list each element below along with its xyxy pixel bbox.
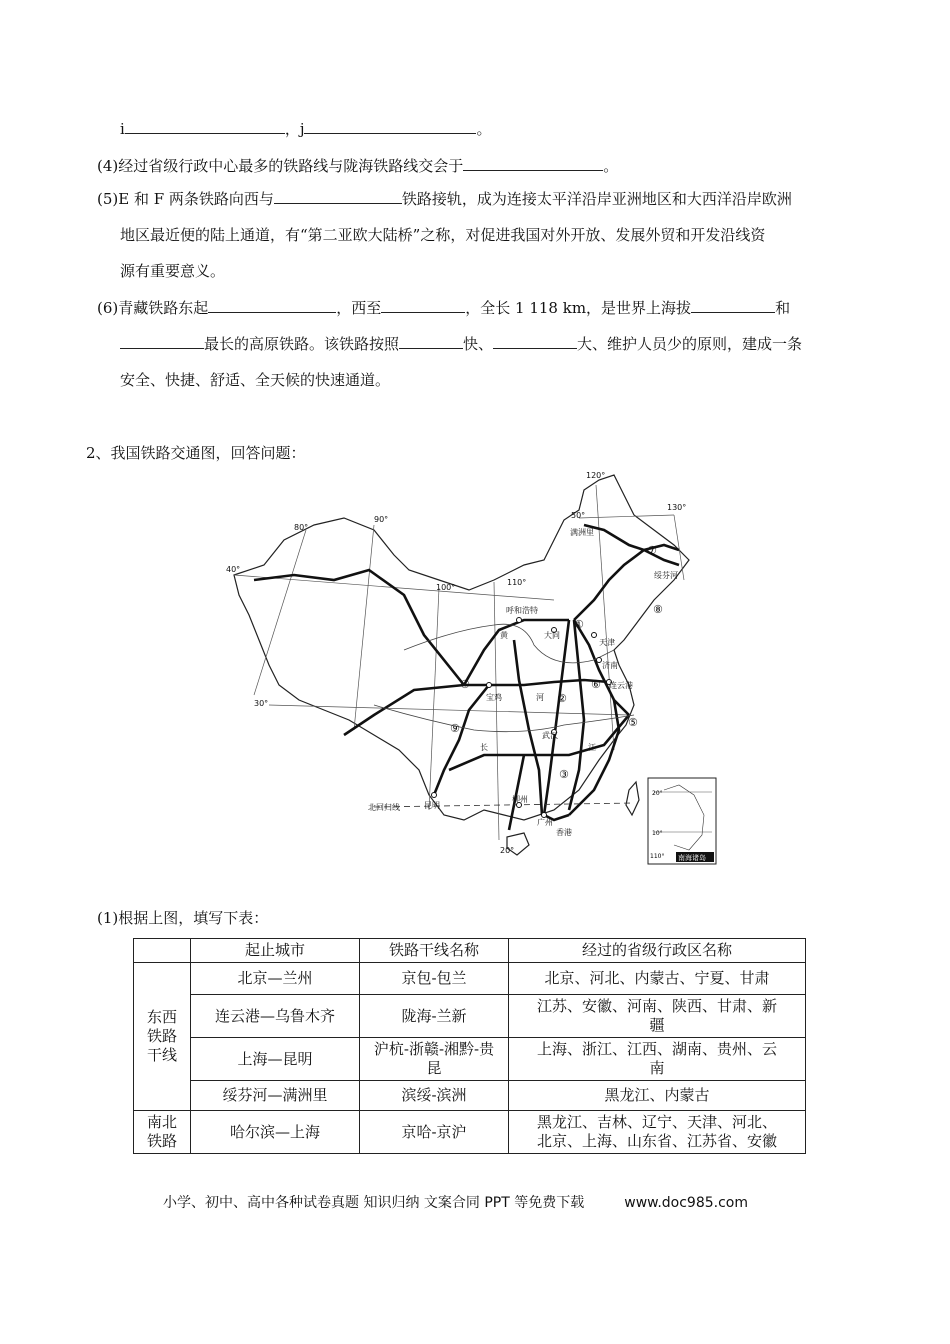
cell-railway: 沪杭-浙赣-湘黔-贵 昆	[360, 1038, 509, 1081]
q6-text-2: ，西至	[336, 299, 382, 317]
label-huhehaote: 呼和浩特	[506, 606, 538, 615]
table-row	[134, 1038, 806, 1081]
marker-6: ⑥	[591, 678, 601, 691]
marker-3: ③	[559, 768, 569, 781]
group-ns: 南北 铁路	[134, 1111, 191, 1154]
q5-text: (5)E 和 F 两条铁路向西与	[97, 190, 274, 208]
marker-2: ②	[557, 692, 567, 705]
cell-provinces: 黑龙江、吉林、辽宁、天津、河北、 北京、上海、山东省、江苏省、安徽	[509, 1111, 806, 1154]
label-chang: 长	[480, 743, 488, 752]
cell-provinces: 上海、浙江、江西、湖南、贵州、云 南	[509, 1038, 806, 1081]
lon-100-line	[429, 588, 439, 810]
i-label: i	[120, 120, 125, 138]
cell-city: 哈尔滨—上海	[191, 1111, 360, 1154]
tropic-line	[374, 803, 634, 807]
q2-title: 2、我国铁路交通图，回答问题：	[86, 444, 306, 462]
label-lon80: 80°	[294, 523, 309, 532]
table-row	[134, 995, 806, 1038]
inset-label-110: 110°	[650, 853, 665, 860]
label-kunming: 昆明	[424, 801, 440, 810]
q6-line3: 安全、快捷、舒适、全天候的快速通道。	[120, 371, 391, 389]
label-tropic: 北回归线	[368, 803, 400, 812]
sub1-title: (1)根据上图，填写下表：	[97, 909, 269, 927]
rail-jingha	[574, 545, 679, 620]
label-liuzhou: 柳州	[512, 795, 528, 804]
cell-provinces: 北京、河北、内蒙古、宁夏、甘肃	[509, 963, 806, 995]
cell-railway: 京哈-京沪	[360, 1111, 509, 1154]
inset-title: 南海诸岛	[678, 854, 706, 862]
cell-city: 上海—昆明	[191, 1038, 360, 1081]
rail-xiangui-nanning	[509, 755, 524, 830]
label-jinan: 济南	[602, 661, 618, 670]
label-lon110: 110°	[507, 578, 527, 587]
q6-text-1: (6)青藏铁路东起	[97, 299, 209, 317]
label-huang: 黄	[500, 631, 508, 640]
footer-url[interactable]: www.doc985.com	[624, 1195, 748, 1211]
dot-kunming	[432, 793, 437, 798]
q5-line3: 源有重要意义。	[120, 262, 226, 280]
marker-8: ⑧	[653, 603, 663, 616]
q6-blank-5[interactable]	[399, 333, 463, 349]
taiwan-island	[626, 782, 639, 815]
j-label: j	[299, 120, 305, 138]
label-datong: 大同	[544, 631, 560, 640]
label-tianjin: 天津	[599, 638, 615, 647]
group-header-empty	[134, 939, 191, 963]
q6-blank-6[interactable]	[493, 333, 577, 349]
cell-railway: 滨绥-滨洲	[360, 1081, 509, 1111]
q6-blank-1[interactable]	[208, 297, 336, 313]
rail-lanxin	[254, 570, 464, 685]
q4-end: 。	[603, 157, 619, 175]
q6-line1	[97, 297, 790, 318]
dot-baoji	[487, 683, 492, 688]
label-guangzhou: 广州	[537, 818, 553, 827]
label-jiang: 江	[588, 743, 596, 752]
label-lon100: 100°	[436, 583, 456, 592]
period: 。	[476, 120, 492, 138]
label-lon120: 120°	[586, 471, 606, 480]
q5-line2: 地区最近便的陆上通道，有“第二亚欧大陆桥”之称，对促进我国对外开放、发展外贸和开发沿线资	[120, 226, 766, 244]
q4-blank[interactable]	[463, 155, 603, 171]
table-header-row	[134, 939, 806, 963]
q6-text-5: 最长的高原铁路。该铁路按照	[204, 335, 400, 353]
q6-blank-2[interactable]	[381, 297, 465, 313]
label-lat50: 50°	[571, 511, 586, 520]
label-suifenhe: 绥芬河	[654, 571, 678, 580]
cell-city: 绥芬河—满洲里	[191, 1081, 360, 1111]
marker-5: ⑤	[628, 716, 638, 729]
railway-map	[224, 470, 724, 870]
page-footer	[163, 1192, 748, 1212]
j-blank[interactable]	[304, 118, 476, 134]
cell-provinces: 黑龙江、内蒙古	[509, 1081, 806, 1111]
lon-120-line	[596, 485, 614, 750]
dot-jinan	[597, 658, 602, 663]
group-ew: 东西 铁路 干线	[134, 963, 191, 1111]
marker-9: ⑨	[450, 722, 460, 735]
cell-city: 连云港—乌鲁木齐	[191, 995, 360, 1038]
lat-50-line	[579, 515, 674, 518]
rail-baocheng-chengkun	[434, 685, 489, 795]
marker-4: ④	[460, 678, 470, 691]
label-baoji: 宝鸡	[486, 693, 502, 702]
q4-text: (4)经过省级行政中心最多的铁路线与陇海铁路线交会于	[97, 157, 464, 175]
rail-longhai	[464, 680, 609, 685]
cell-railway: 陇海-兰新	[360, 995, 509, 1038]
label-xianggang: 香港	[556, 828, 572, 837]
rail-huzhegan	[449, 715, 629, 770]
q4-line	[97, 155, 618, 176]
header-provinces: 经过的省级行政区名称	[509, 939, 806, 963]
table-row	[134, 1081, 806, 1111]
q6-text-3: ，全长 1 118 km，是世界上海拔	[465, 299, 692, 317]
label-lat30: 30°	[254, 699, 269, 708]
q6-text-7: 大、维护人员少的原则，建成一条	[577, 335, 803, 353]
cell-railway: 京包-包兰	[360, 963, 509, 995]
q6-line2	[120, 333, 802, 354]
dot-huhehaote	[517, 618, 522, 623]
header-railway: 铁路干线名称	[360, 939, 509, 963]
label-lon130: 130°	[667, 503, 687, 512]
i-blank[interactable]	[125, 118, 285, 134]
rail-jingjiu	[569, 620, 584, 810]
inset-label-20: 20°	[652, 790, 663, 797]
label-wuhan: 武汉	[542, 731, 558, 740]
marker-7: ⑦	[647, 544, 657, 557]
railway-table	[133, 938, 806, 1154]
q6-text-4: 和	[775, 299, 791, 317]
lon-90-line	[354, 525, 374, 730]
rail-jingguang	[544, 620, 569, 815]
q6-blank-3[interactable]	[691, 297, 775, 313]
inset-label-10: 10°	[652, 830, 663, 837]
cell-provinces: 江苏、安徽、河南、陕西、甘肃、新 疆	[509, 995, 806, 1038]
label-lianyungang: 连云港	[609, 681, 633, 690]
south-sea-inset	[648, 778, 716, 864]
q6-text-6: 快、	[463, 335, 494, 353]
q5-text-2: 铁路接轨，成为连接太平洋沿岸亚洲地区和大西洋沿岸欧洲	[401, 190, 792, 208]
q6-blank-4[interactable]	[120, 333, 204, 349]
dot-guangzhou	[542, 813, 547, 818]
marker-1: ①	[574, 618, 584, 631]
cell-city: 北京—兰州	[191, 963, 360, 995]
label-he: 河	[536, 693, 544, 702]
footer-text: 小学、初中、高中各种试卷真题 知识归纳 文案合同 PPT 等免费下载	[163, 1195, 585, 1211]
header-cities: 起止城市	[191, 939, 360, 963]
q5-blank[interactable]	[274, 188, 402, 204]
label-lat20: 20°	[500, 846, 515, 855]
lon-80-line	[254, 530, 306, 695]
label-lat40: 40°	[226, 565, 241, 574]
dot-tianjin	[592, 633, 597, 638]
comma: ，	[284, 120, 300, 138]
label-manzhouli: 满洲里	[570, 528, 594, 537]
label-lon90: 90°	[374, 515, 389, 524]
table-row	[134, 1111, 806, 1154]
table-row	[134, 963, 806, 995]
q1-ij-line	[120, 118, 492, 139]
map-outline	[234, 475, 689, 855]
q5-line1	[97, 188, 792, 209]
